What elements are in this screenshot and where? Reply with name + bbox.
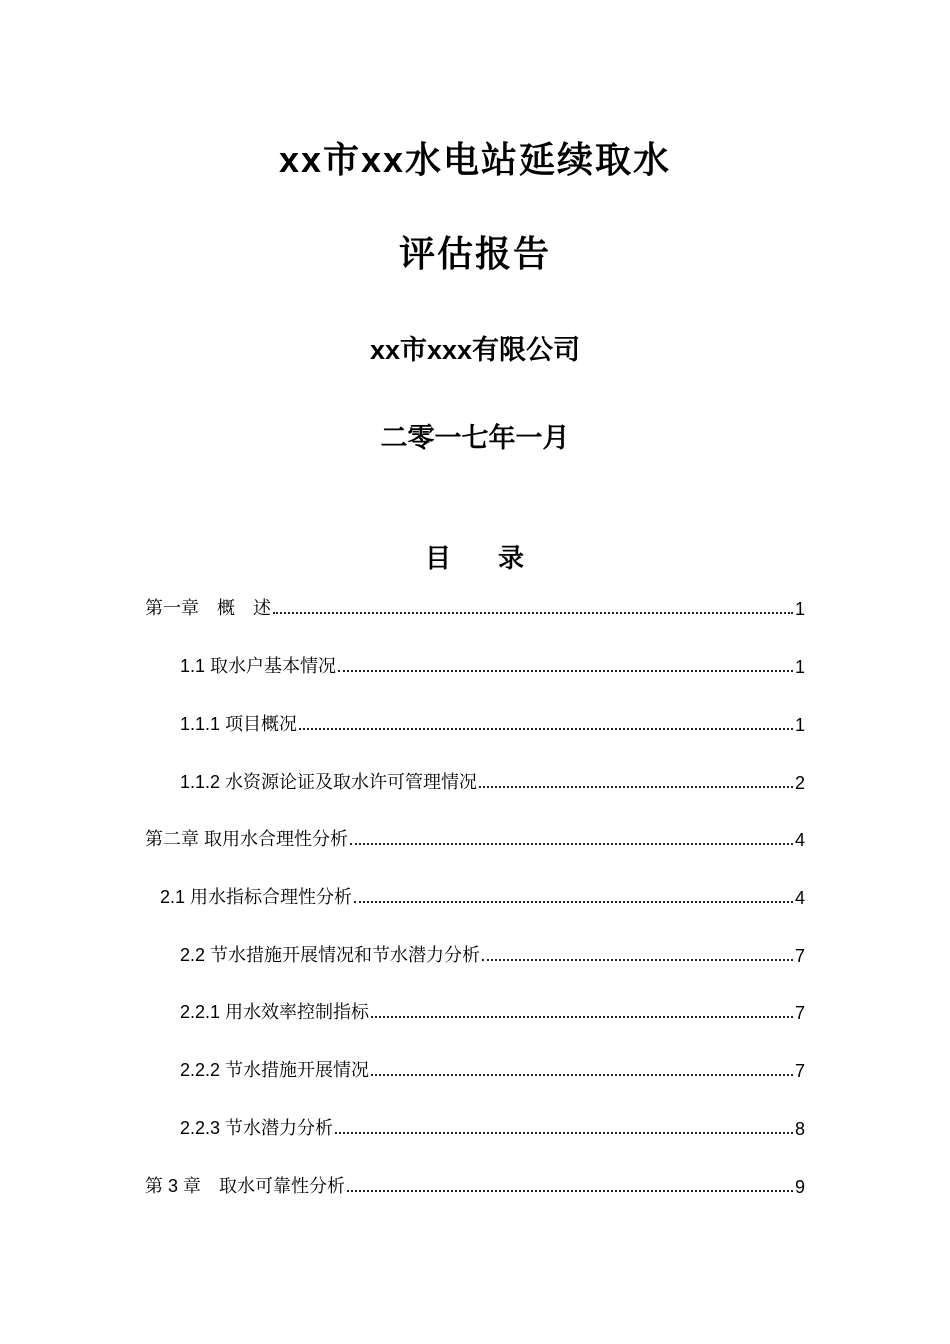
toc-leader xyxy=(299,728,793,730)
toc-entry-chapter-1[interactable] xyxy=(145,590,805,620)
toc-entry-chapter-2[interactable] xyxy=(145,821,805,851)
toc-entry-page: 9 xyxy=(794,1177,805,1197)
company-name: xx市xxx有限公司 xyxy=(369,335,581,365)
toc-leader xyxy=(371,1074,793,1076)
toc-entry-page: 7 xyxy=(794,946,805,966)
toc-leader xyxy=(354,901,793,903)
toc-entry-label: 2.2 节水措施开展情况和节水潜力分析 xyxy=(180,945,481,965)
toc-entry-2-2-1[interactable] xyxy=(180,994,805,1024)
report-title-line2: 评估报告 xyxy=(398,233,551,274)
toc-leader xyxy=(338,670,793,672)
toc-entry-label: 第一章 概 述 xyxy=(145,598,271,618)
toc-entry-chapter-3[interactable] xyxy=(145,1168,805,1198)
toc-heading-part1: 目 xyxy=(424,543,452,573)
toc-entry-label: 1.1.1 项目概况 xyxy=(180,714,298,734)
toc-entry-page: 1 xyxy=(794,715,805,735)
toc-leader xyxy=(371,1016,793,1018)
toc-leader xyxy=(479,786,793,788)
toc-entry-label: 2.2.2 节水措施开展情况 xyxy=(180,1060,370,1080)
report-title-line1: xx市xx水电站延续取水 xyxy=(278,139,672,180)
toc-entry-page: 4 xyxy=(794,888,805,908)
toc-entry-label: 第 3 章 取水可靠性分析 xyxy=(145,1176,346,1196)
toc-entry-2-2[interactable] xyxy=(180,937,805,967)
report-date: 二零一七年一月 xyxy=(380,423,570,453)
toc-entry-label: 2.2.3 节水潜力分析 xyxy=(180,1118,334,1138)
toc-leader xyxy=(335,1132,793,1134)
toc-entry-1-1-2[interactable] xyxy=(180,764,805,794)
toc-entry-label: 1.1 取水户基本情况 xyxy=(180,656,337,676)
toc-entry-label: 第二章 取用水合理性分析 xyxy=(145,829,348,849)
toc-entry-page: 8 xyxy=(794,1119,805,1139)
toc-heading-part2: 录 xyxy=(498,543,526,573)
toc-entry-label: 2.1 用水指标合理性分析 xyxy=(160,887,353,907)
toc-leader xyxy=(482,959,793,961)
toc-entry-page: 4 xyxy=(794,830,805,850)
toc-heading xyxy=(0,538,950,575)
toc-entry-page: 1 xyxy=(794,599,805,619)
toc-entry-2-2-3[interactable] xyxy=(180,1110,805,1140)
toc-leader xyxy=(347,1190,793,1192)
toc-entry-2-2-2[interactable] xyxy=(180,1052,805,1082)
toc-entry-label: 1.1.2 水资源论证及取水许可管理情况 xyxy=(180,772,478,792)
toc-leader xyxy=(350,843,793,845)
toc-entry-1-1-1[interactable] xyxy=(180,706,805,736)
toc-entry-page: 1 xyxy=(794,657,805,677)
toc-entry-label: 2.2.1 用水效率控制指标 xyxy=(180,1002,370,1022)
toc-entry-page: 7 xyxy=(794,1003,805,1023)
toc-entry-page: 2 xyxy=(794,773,805,793)
toc-leader xyxy=(273,612,793,614)
toc-entry-page: 7 xyxy=(794,1061,805,1081)
toc-entry-2-1[interactable] xyxy=(160,879,805,909)
toc-entry-1-1[interactable] xyxy=(180,648,805,678)
